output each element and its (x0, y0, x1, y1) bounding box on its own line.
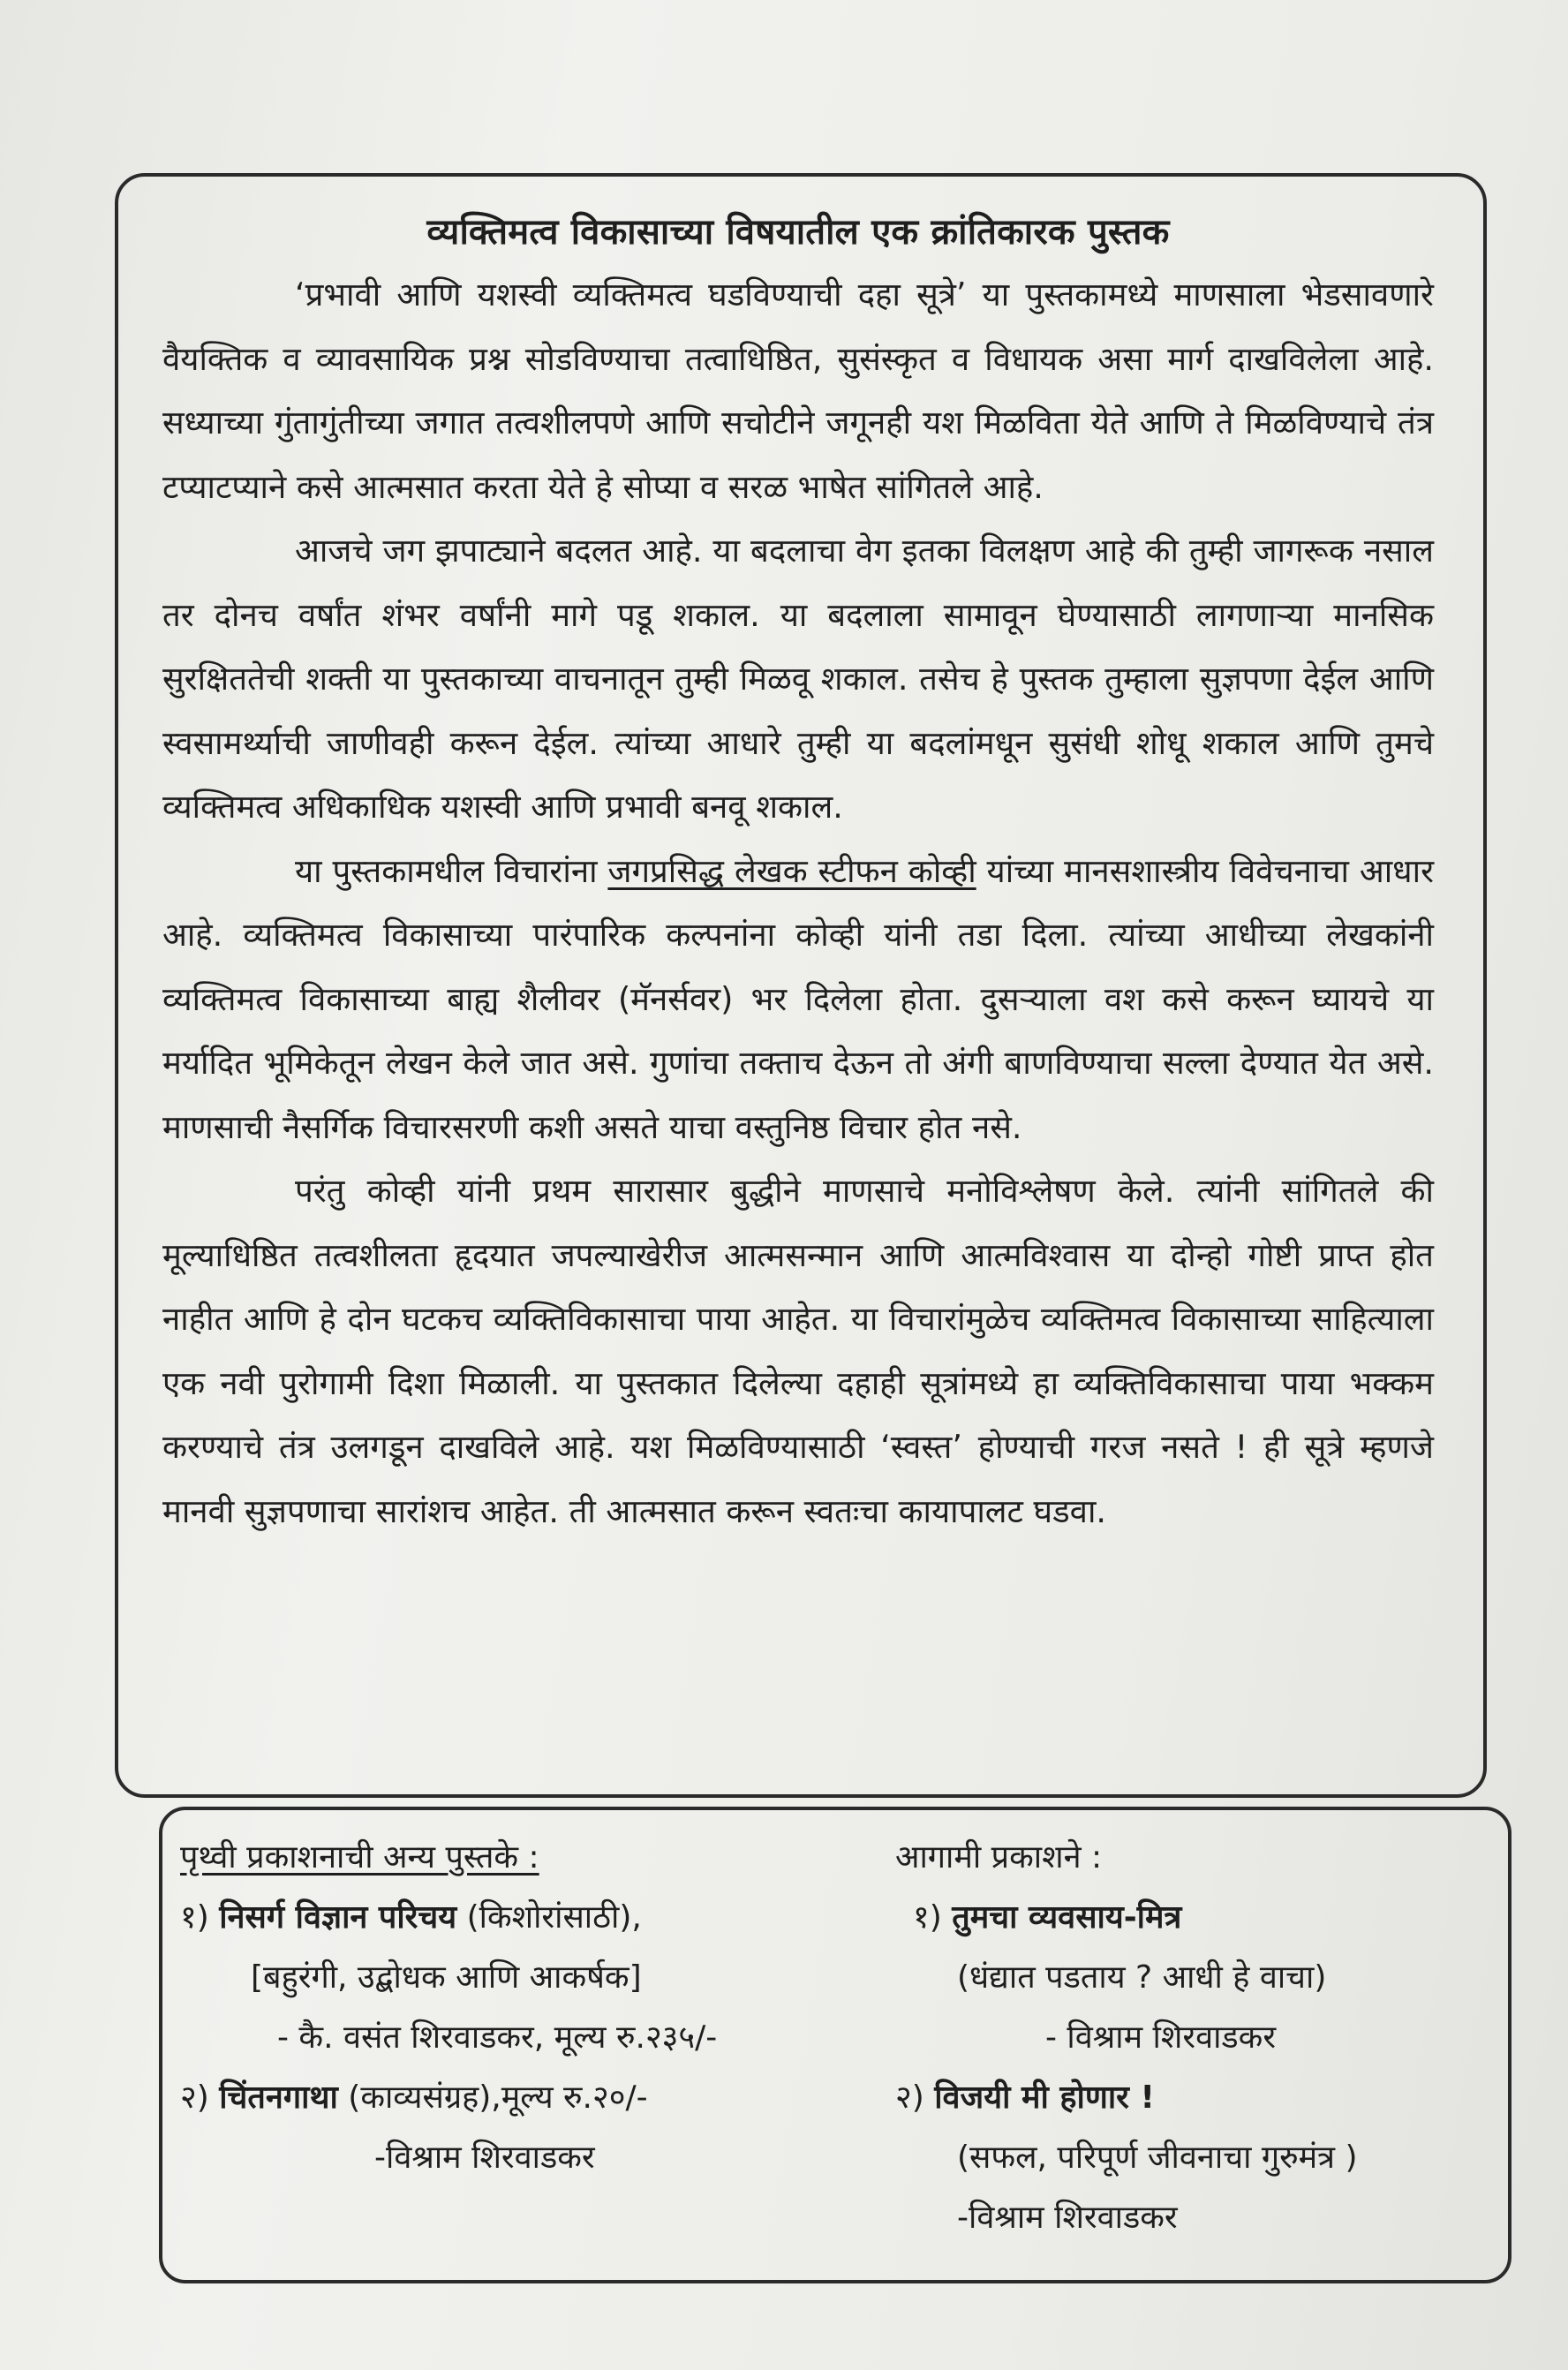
upcoming-book-1-author: - विश्राम शिरवाडकर (1045, 2019, 1277, 2056)
other-books-heading: पृथ्वी प्रकाशनाची अन्य पुस्तके : (180, 1839, 539, 1876)
upcoming-book-2-author: -विश्राम शिरवाडकर (957, 2200, 1178, 2236)
upcoming-book-2-number: २) (895, 2079, 924, 2116)
other-book-1 (180, 1888, 717, 1948)
other-book-1-tail: (किशोरांसाठी), (456, 1899, 642, 1936)
upcoming-book-2 (895, 2068, 1358, 2128)
other-book-2 (180, 2068, 717, 2128)
other-book-1-description: [बहुरंगी, उद्बोधक आणि आकर्षक] (251, 1959, 642, 1996)
paragraph-3-end: दिला. त्यांच्या आधीच्या लेखकांनी व्यक्तिमत्व विकासाच्या बाह्य शैलीवर (मॅनर्सवर) भर दिलेला होता. दुसऱ्याला वश कसे करून घ्यायचे या मर्यादित भूमिकेतून लेखन केले जात असे. गुणांचा तक्ताच देऊन तो अंगी बाणविण्याचा सल्ला देण्यात येत असे. माणसाची नैसर्गिक विचारसरणी कशी असते याचा वस्तुनिष्ठ विचार होत नसे. (162, 916, 1435, 1146)
book-description-box (115, 173, 1487, 1798)
paragraph-3-start: या पुस्तकामधील विचारांना (295, 851, 608, 890)
upcoming-books-column (895, 1828, 1358, 2248)
other-book-2-number: २) (180, 2079, 209, 2116)
paragraph-2: आजचे जग झपाट्याने बदलत आहे. या बदलाचा वेग इतका विलक्षण आहे की तुम्ही जागरूक नसाल तर दोनच वर्षांत शंभर वर्षांनी मागे पडू शकाल. या बदलाला सामावून घेण्यासाठी लागणाऱ्या मानसिक सुरक्षिततेची शक्ती या पुस्तकाच्या वाचनातून तुम्ही मिळवू शकाल. तसेच हे पुस्तक तुम्हाला सुज्ञपणा देईल आणि स्वसामर्थ्याची जाणीवही करून देईल. त्यांच्या आधारे तुम्ही या बदलांमधून सुसंधी शोधू शकाल आणि तुमचे व्यक्तिमत्व अधिकाधिक यशस्वी आणि प्रभावी बनवू शकाल. (162, 532, 1434, 826)
other-books-column (180, 1828, 717, 2188)
upcoming-book-1-title: तुमचा व्यवसाय-मित्र (952, 1899, 1182, 1936)
paragraph-3-rest: यांच्या मानसशास्त्रीय विवेचनाचा आधार आहे. व्यक्तिमत्व विकासाच्या पारंपारिक कल्पनांना कोव्ही यांनी तडा (162, 851, 1434, 954)
paragraph-4: परंतु कोव्ही यांनी प्रथम सारासार बुद्धीने माणसाचे मनोविश्लेषण केले. त्यांनी सांगितले की मूल्याधिष्ठित तत्वशीलता हृदयात जपल्याखेरीज आत्मसन्मान आणि आत्मविश्वास या दोन्हो गोष्टी प्राप्त होत नाहीत आणि हे दोन घटकच व्यक्तिविकासाचा पाया आहेत. या विचारांमुळेच व्यक्तिमत्व विकासाच्या साहित्याला एक नवी पुरोगामी दिशा मिळाली. या पुस्तकात दिलेल्या दहाही सूत्रांमध्ये हा व्यक्तिविकासाचा पाया भक्कम करण्याचे तंत्र उलगडून दाखविले आहे. यश मिळविण्यासाठी ‘स्वस्त’ होण्याची गरज नसते ! ही सूत्रे म्हणजे मानवी सुज्ञपणाचा सारांशच आहेत. ती आत्मसात करून स्वतःचा कायापालट घडवा. (162, 1172, 1434, 1530)
upcoming-book-2-title: विजयी मी होणार ! (934, 2079, 1155, 2116)
paragraph-1: ‘प्रभावी आणि यशस्वी व्यक्तिमत्व घडविण्याची दहा सूत्रे’ या पुस्तकामध्ये माणसाला भेडसावणारे वैयक्तिक व व्यावसायिक प्रश्न सोडविण्याचा तत्वाधिष्ठित, सुसंस्कृत व विधायक असा मार्ग दाखविलेला आहे. सध्याच्या गुंतागुंतीच्या जगात तत्वशीलपणे आणि सचोटीने जगूनही यश मिळविता येते आणि ते मिळविण्याचे तंत्र टप्याटप्याने कसे आत्मसात करता येते हे सोप्या व सरळ भाषेत सांगितले आहे. (162, 275, 1434, 506)
description-title: व्यक्तिमत्व विकासाच्या विषयातील एक क्रांतिकारक पुस्तक (426, 212, 1170, 253)
upcoming-heading: आगामी प्रकाशने : (895, 1839, 1103, 1876)
author-name-underlined: जगप्रसिद्ध लेखक स्टीफन कोव्ही (607, 851, 976, 890)
other-book-2-author: -विश्राम शिरवाडकर (374, 2140, 595, 2176)
other-book-1-author: - कै. वसंत शिरवाडकर, मूल्य रु.२३५/- (277, 2019, 718, 2056)
publications-box (159, 1807, 1511, 2283)
other-book-2-title: चिंतनगाथा (219, 2079, 338, 2116)
upcoming-book-1-description: (धंद्यात पडताय ? आधी हे वाचा) (957, 1959, 1327, 1996)
paragraph-3 (162, 840, 1434, 1160)
other-book-1-title: निसर्ग विज्ञान परिचय (219, 1899, 457, 1936)
upcoming-book-2-description: (सफल, परिपूर्ण जीवनाचा गुरुमंत्र ) (957, 2140, 1358, 2176)
upcoming-book-1-number: १) (913, 1899, 942, 1936)
other-book-1-number: १) (180, 1899, 209, 1936)
upcoming-book-1 (895, 1888, 1358, 1948)
other-book-2-tail: (काव्यसंग्रह),मूल्य रु.२०/- (337, 2079, 648, 2116)
